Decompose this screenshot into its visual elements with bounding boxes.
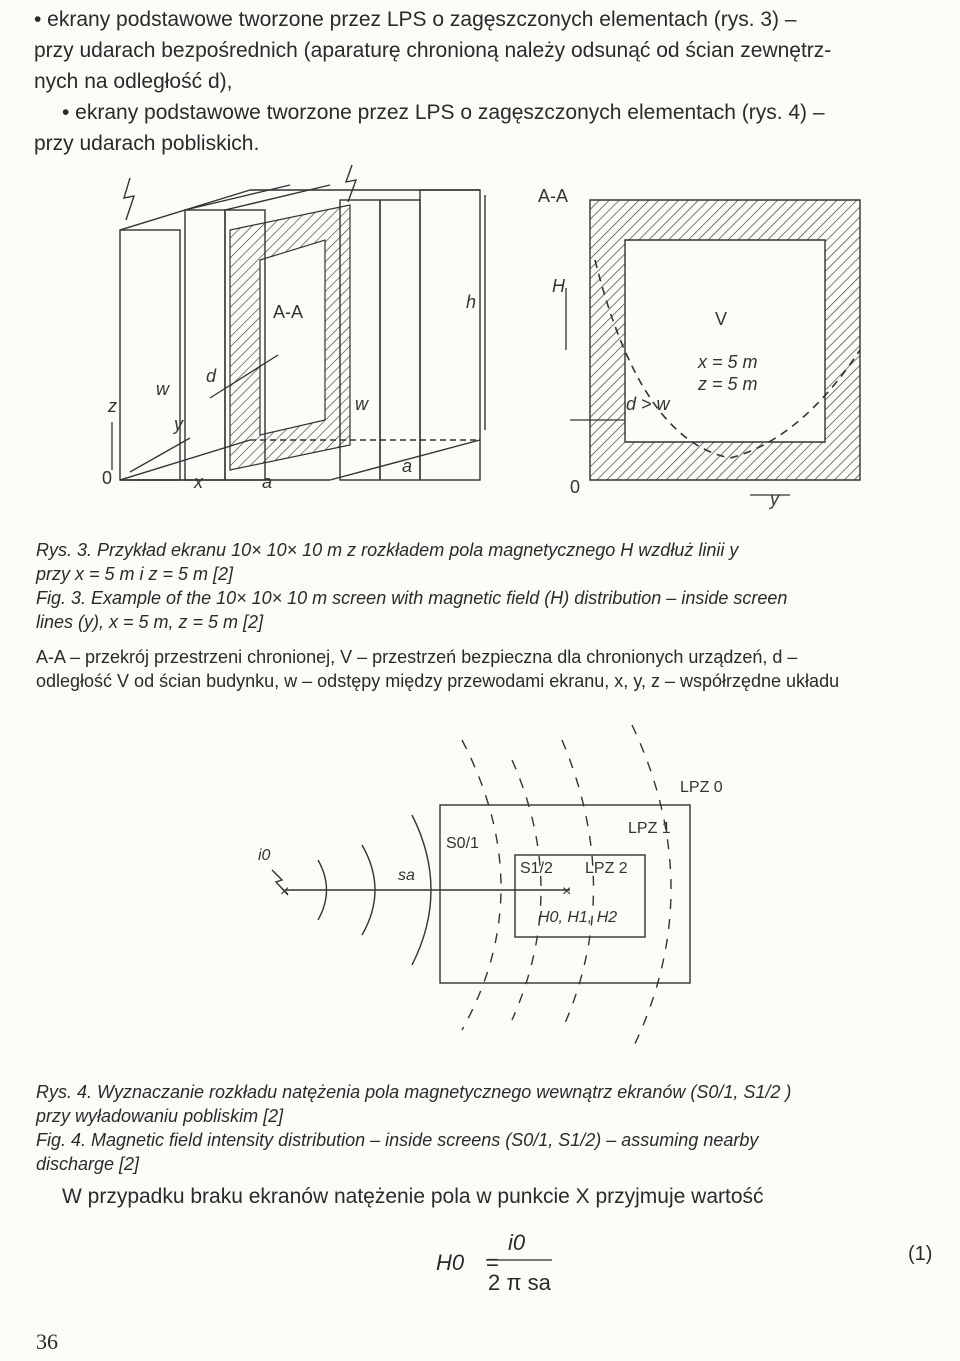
caption3-pl-2: przy x = 5 m i z = 5 m [2] (36, 564, 234, 584)
figure3-right-section (530, 180, 930, 520)
field-line-1 (462, 740, 501, 1030)
x5-label: x = 5 m (698, 352, 758, 372)
aa-label-right: A-A (538, 186, 569, 206)
y-axis-label-left: y (174, 414, 183, 434)
figure3-legend (36, 645, 931, 693)
caption3-en-2: lines (y), x = 5 m, z = 5 m [2] (36, 612, 264, 632)
caption4-pl-1: Rys. 4. Wyznaczanie rozkładu natężenia pola magnetycznego wewnątrz ekranów (S0/1, S1/2 ) (36, 1082, 792, 1102)
bullet-line-2: przy udarach bezpośrednich (aparaturę chronioną należy odsunąć od ścian zewnętrz- (34, 39, 832, 62)
figure4-caption (36, 1080, 931, 1176)
h-values-label: H0, H1, H2 (538, 909, 618, 926)
safe-space-label: V (715, 309, 728, 329)
caption3-pl-1: Rys. 3. Przykład ekranu 10× 10× 10 m z rozkładem pola magnetycznego H wzdłuż linii y (36, 540, 739, 560)
figure3-caption (36, 538, 931, 634)
equation-1 (430, 1222, 933, 1302)
section-wall (590, 200, 860, 480)
legend3-line-2: odległość V od ścian budynku, w – odstępy między przewodami ekranu, x, y, z – współrzędne układu (36, 671, 840, 691)
caption4-en-1: Fig. 4. Magnetic field intensity distribution – inside screens (S0/1, S1/2) – assuming nearby (36, 1130, 759, 1150)
w-label-1: w (156, 379, 169, 399)
z-axis-label: z (108, 396, 117, 416)
formula-denominator: 2 π sa (488, 1270, 551, 1295)
s12-label: S1/2 (520, 860, 553, 877)
lpz2-label: LPZ 2 (585, 860, 628, 877)
figure4-drawing (240, 720, 740, 1070)
figure3-left-drawing (90, 160, 510, 520)
sa-label: sa (398, 867, 415, 884)
caption4-pl-2: przy wyładowaniu pobliskim [2] (36, 1106, 284, 1126)
z5-label: z = 5 m (698, 374, 758, 394)
h-field-label: H (552, 276, 565, 296)
formula-equals: = (486, 1250, 499, 1275)
field-line-4 (632, 725, 671, 1050)
y-axis-label-right: y (770, 489, 779, 509)
h-label: h (466, 292, 477, 312)
lpz1-label: LPZ 1 (628, 820, 671, 837)
formula-numerator: i0 (508, 1230, 526, 1255)
s01-label: S0/1 (446, 835, 479, 852)
d-gt-w-label: d > w (626, 394, 670, 414)
bullet-line-3: nych na odległość d), (34, 70, 233, 93)
x-marker-inner: × (562, 883, 572, 900)
bullet-line-1: • ekrany podstawowe tworzone przez LPS o zagęszczonych elementach (rys. 3) – (34, 8, 797, 31)
aa-label-left: A-A (273, 302, 304, 322)
a-label-2: a (402, 456, 413, 476)
lightning-icon (124, 178, 134, 220)
bullet-line-4: • ekrany podstawowe tworzone przez LPS o zagęszczonych elementach (rys. 4) – (62, 101, 825, 124)
bullet-list (34, 4, 934, 159)
a-label-1: a (262, 472, 273, 492)
origin-label-left: 0 (102, 468, 113, 488)
equation-number: (1) (908, 1243, 933, 1265)
lpz0-label: LPZ 0 (680, 779, 723, 796)
x-marker-left: × (280, 883, 290, 900)
section-hatch (230, 205, 350, 470)
i0-label: i0 (258, 847, 271, 864)
body-paragraph: W przypadku braku ekranów natężenie pola w punkcie X przyjmuje wartość (62, 1185, 764, 1208)
origin-label-right: 0 (570, 477, 581, 497)
formula-lhs: H0 (436, 1250, 465, 1275)
legend3-line-1: A-A – przekrój przestrzeni chronionej, V – przestrzeń bezpieczna dla chronionych urządzeń, d – (36, 647, 798, 667)
caption3-en-1: Fig. 3. Example of the 10× 10× 10 m screen with magnetic field (H) distribution – inside screen (36, 588, 788, 608)
w-label-2: w (355, 394, 368, 414)
bullet-line-5: przy udarach pobliskich. (34, 132, 260, 155)
page-number: 36 (36, 1329, 58, 1354)
caption4-en-2: discharge [2] (36, 1154, 140, 1174)
x-axis-label: x (194, 472, 203, 492)
lightning-icon (346, 165, 356, 202)
d-label: d (206, 366, 217, 386)
